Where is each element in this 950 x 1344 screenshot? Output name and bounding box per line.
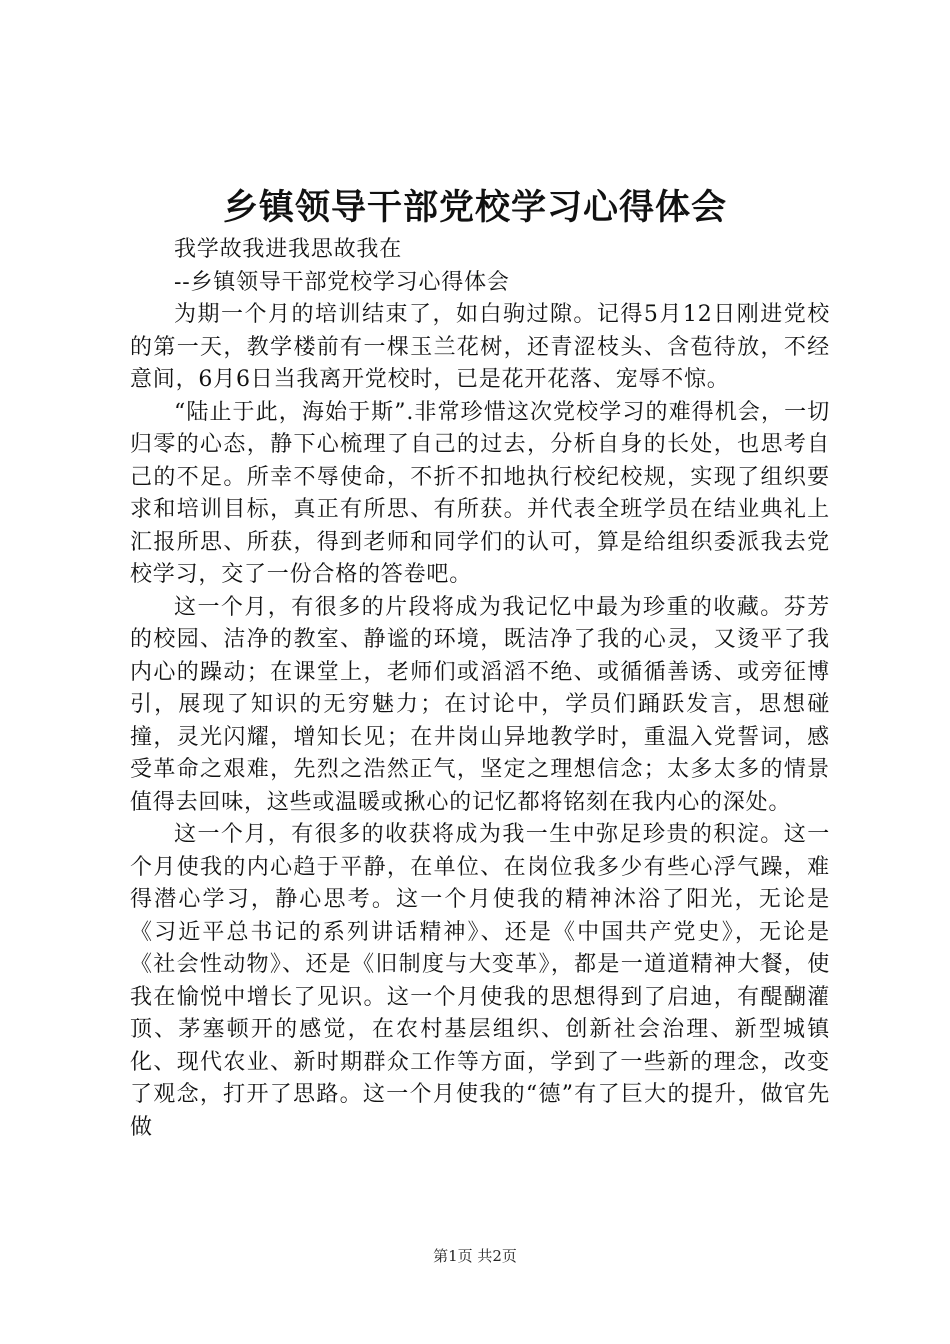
subtitle-line: --乡镇领导干部党校学习心得体会 xyxy=(174,269,510,295)
document-title: 乡镇领导干部党校学习心得体会 xyxy=(222,187,727,228)
body-paragraph: “陆止于此，海始于斯”.非常珍惜这次党校学习的难得机会，一切归零的心态，静下心梳理了自己的过去，分析自身的长处，也思考自己的不足。所幸不辱使命，不折不扣地执行校纪校规，实现了组织要求和培训目标，真正有所思、有所获。并代表全班学员在结业典礼上汇报所思、所获，得到老师和同学们的认可，算是给组织委派我去党校学习，交了一份合格的答卷吧。 xyxy=(130,399,830,587)
subtitle-line: 我学故我进我思故我在 xyxy=(174,237,403,262)
body-paragraph: 这一个月，有很多的片段将成为我记忆中最为珍重的收藏。芬芳的校园、洁净的教室、静谧的环境，既洁净了我的心灵，又烫平了我内心的躁动；在课堂上，老师们或滔滔不绝、或循循善诱、或旁征博引，展现了知识的无穷魅力；在讨论中，学员们踊跃发言，思想碰撞，灵光闪耀，增知长见；在井岗山异地教学时，重温入党誓词，感受革命之艰难，先烈之浩然正气，坚定之理想信念；太多太多的情景值得去回味，这些或温暖或揪心的记忆都将铭刻在我内心的深处。 xyxy=(130,594,830,815)
body-paragraph: 为期一个月的培训结束了，如白驹过隙。记得5月12日刚进党校的第一天，教学楼前有一棵玉兰花树，还青涩枝头、含苞待放，不经意间，6月6日当我离开党校时，已是花开花落、宠辱不惊。 xyxy=(130,302,830,392)
body-paragraph: 这一个月，有很多的收获将成为我一生中弥足珍贵的积淀。这一个月使我的内心趋于平静，在单位、在岗位我多少有些心浮气躁，难得潜心学习，静心思考。这一个月使我的精神沐浴了阳光，无论是《习近平总书记的系列讲话精神》、还是《中国共产党史》，无论是《社会性动物》、还是《旧制度与大变革》，都是一道道精神大餐，使我在愉悦中增长了见识。这一个月使我的思想得到了启迪，有醍醐灌顶、茅塞顿开的感觉，在农村基层组织、创新社会治理、新型城镇化、现代农业、新时期群众工作等方面，学到了一些新的理念，改变了观念，打开了思路。这一个月使我的“德”有了巨大的提升，做官先做 xyxy=(130,822,830,1140)
page-footer: 第1页 共2页 xyxy=(433,1247,517,1265)
document-body xyxy=(130,234,830,1144)
